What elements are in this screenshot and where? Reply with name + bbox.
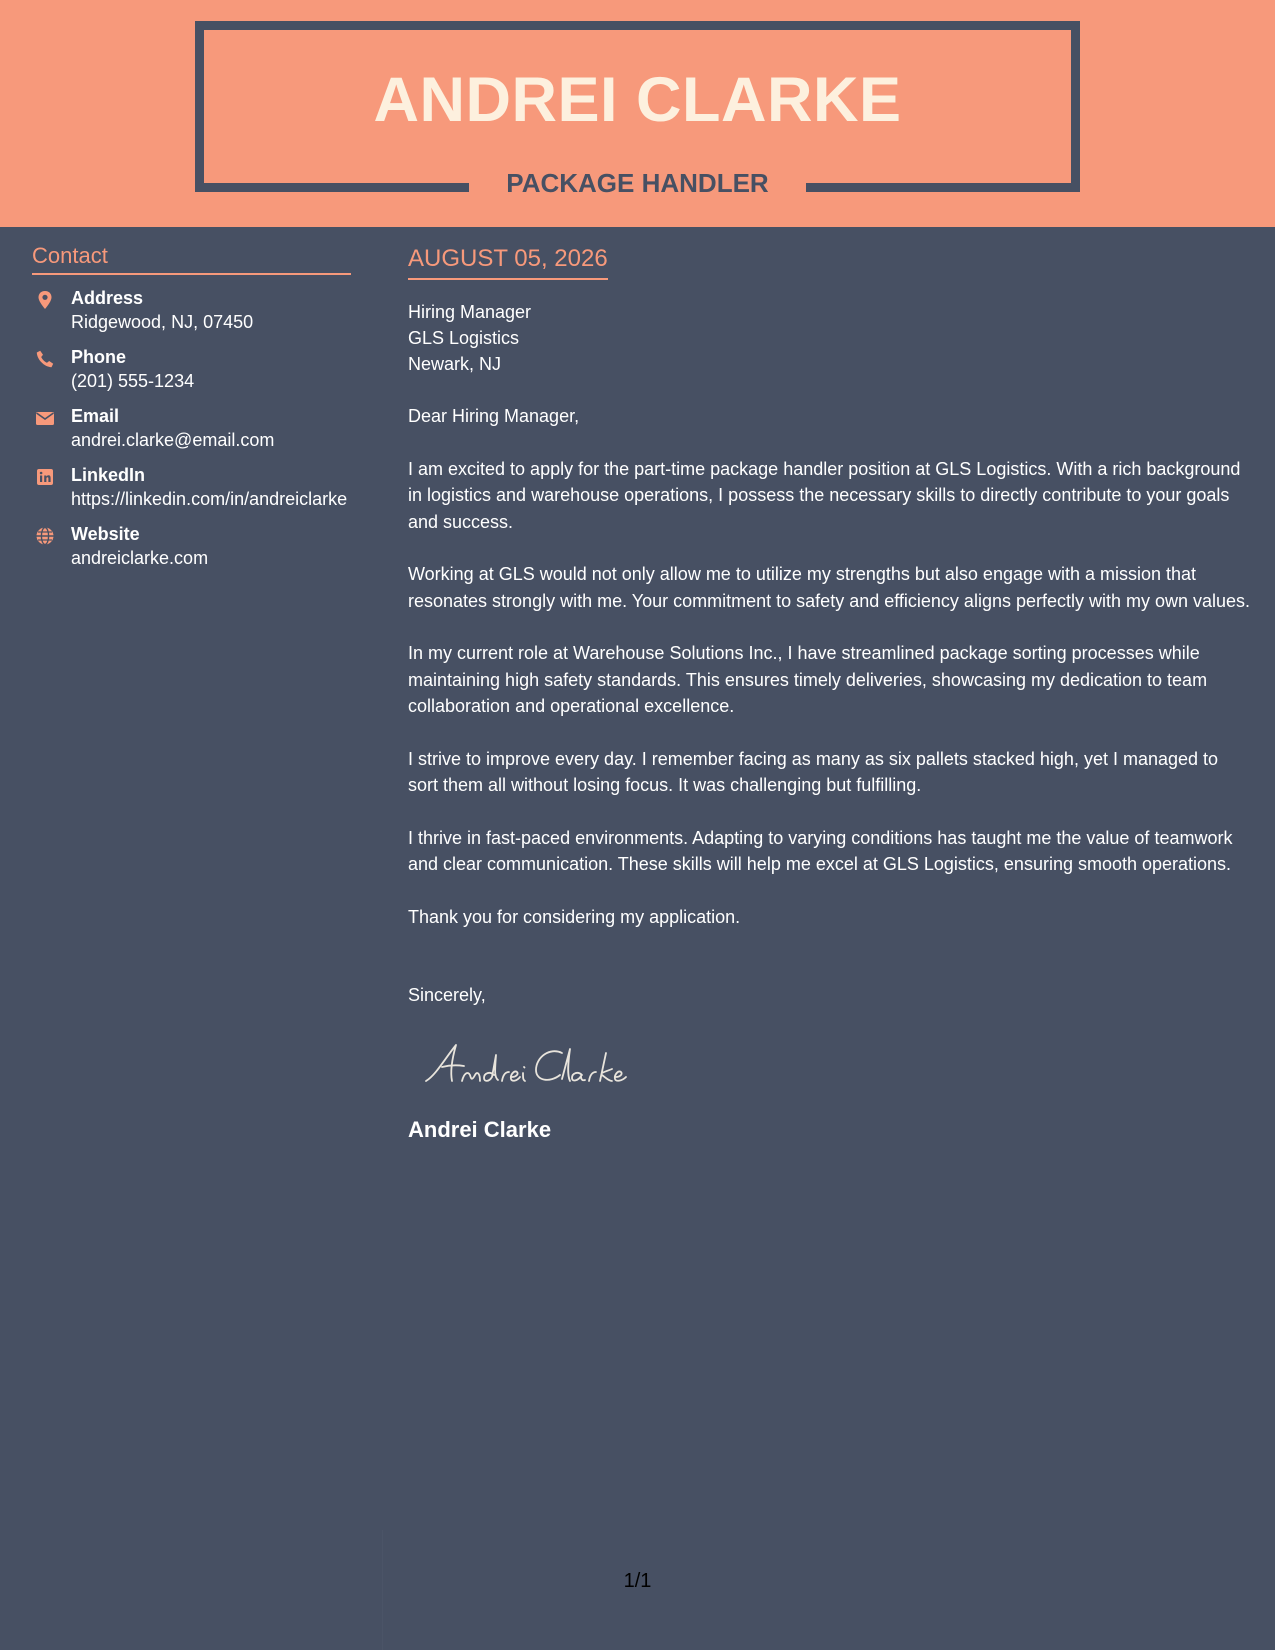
recipient-line: Hiring Manager [408, 302, 532, 322]
contact-sidebar [32, 240, 351, 570]
email-value[interactable]: andrei.clarke@email.com [71, 430, 275, 450]
contact-linkedin [32, 463, 351, 511]
recipient-block [408, 299, 1253, 377]
address-label: Address [71, 288, 144, 308]
frame-bottom-right [806, 183, 1080, 192]
job-title: PACKAGE HANDLER [506, 168, 769, 198]
letter-date: AUGUST 05, 2026 [408, 240, 608, 280]
email-label: Email [71, 406, 120, 426]
applicant-name: ANDREI CLARKE [373, 65, 902, 135]
phone-value: (201) 555-1234 [71, 371, 195, 391]
linkedin-icon [35, 467, 55, 487]
linkedin-value[interactable]: https://linkedin.com/in/andreiclarke [71, 489, 348, 509]
letter-paragraph: In my current role at Warehouse Solutions Inc., I have streamlined package sorting processes while maintaining high safety standards. This ensures timely deliveries, showcasing my dedication to team collaboration and operational excellence. [408, 643, 1208, 716]
website-value[interactable]: andreiclarke.com [71, 548, 209, 568]
contact-heading: Contact [32, 240, 351, 275]
letter-paragraph: I thrive in fast-paced environments. Adapting to varying conditions has taught me the value of teamwork and clear communication. These skills will help me excel at GLS Logistics, ensuring smooth operations. [408, 827, 1233, 874]
globe-icon [35, 526, 55, 546]
letter-paragraph: Working at GLS would not only allow me to utilize my strengths but also engage with a mission that resonates strongly with me. Your commitment to safety and efficiency aligns perfectly with my own values. [408, 564, 1251, 611]
letter-body [408, 240, 1253, 1145]
page-number: 1/1 [623, 1570, 652, 1592]
website-label: Website [71, 524, 140, 544]
header-banner [0, 0, 1275, 227]
closing: Sincerely, [408, 985, 486, 1005]
contact-phone [32, 345, 351, 393]
signer-name: Andrei Clarke [408, 1116, 552, 1142]
map-pin-icon [35, 290, 55, 310]
recipient-line: Newark, NJ [408, 354, 502, 374]
contact-email [32, 404, 351, 452]
letter-paragraph: Thank you for considering my application. [408, 906, 741, 927]
recipient-line: GLS Logistics [408, 328, 520, 348]
phone-label: Phone [71, 347, 127, 367]
letter-paragraph: I strive to improve every day. I remember facing as many as six pallets stacked high, yet I managed to sort them all without losing focus. It was challenging but fulfilling. [408, 748, 1219, 795]
signature-drawing [422, 1035, 662, 1095]
linkedin-label: LinkedIn [71, 465, 146, 485]
envelope-icon [35, 408, 55, 428]
salutation: Dear Hiring Manager, [408, 406, 580, 426]
letter-paragraph: I am excited to apply for the part-time package handler position at GLS Logistics. With a rich background in logistics and warehouse operations, I possess the necessary skills to directly contribute to your goals and success. [408, 458, 1241, 532]
frame-bottom-left [195, 183, 469, 192]
handwritten-signature [422, 1035, 1253, 1095]
contact-address [32, 286, 351, 334]
contact-website [32, 522, 351, 570]
address-value: Ridgewood, NJ, 07450 [71, 312, 254, 332]
phone-icon [35, 349, 55, 369]
